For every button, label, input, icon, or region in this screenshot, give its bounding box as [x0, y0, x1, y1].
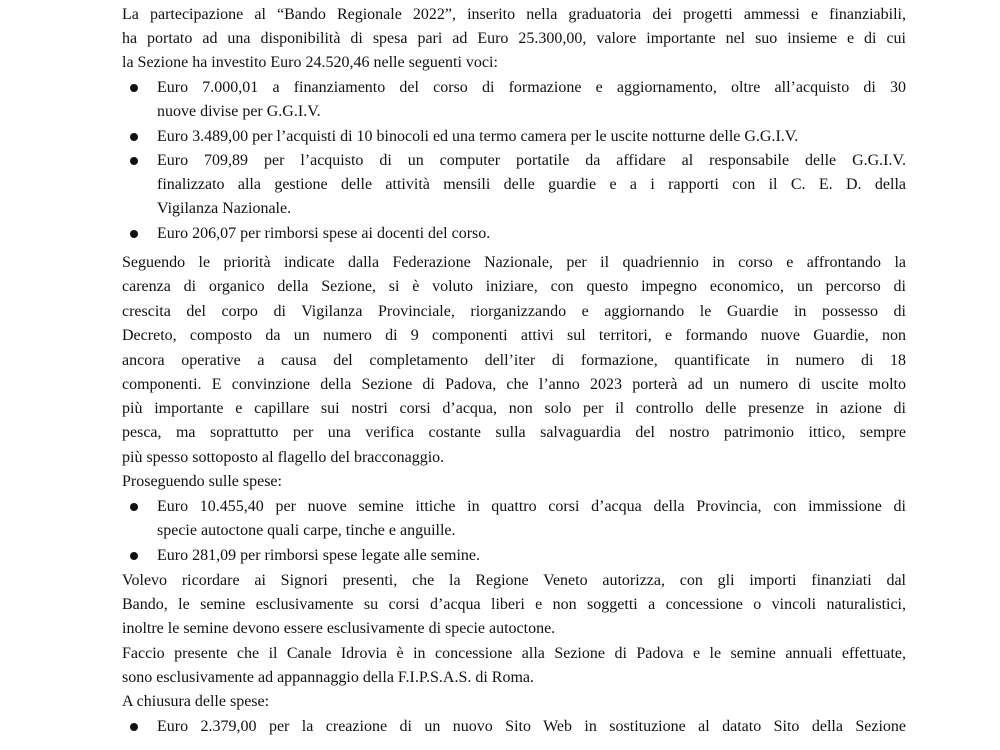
text-line: Faccio presente che il Canale Idrovia è in concessione alla Sezione di Padova e le semine annuali effettuate,	[122, 645, 906, 662]
bullet-icon	[130, 133, 138, 141]
section-heading: A chiusura delle spese:	[122, 693, 270, 710]
text-line: Seguendo le priorità indicate dalla Federazione Nazionale, per il quadriennio in corso e affrontando la	[122, 254, 906, 271]
text-line: Euro 10.455,40 per nuove semine ittiche in quattro corsi d’acqua della Provincia, con immissione di	[157, 498, 906, 515]
bullet-icon	[130, 723, 138, 731]
text-line: Vigilanza Nazionale.	[157, 200, 292, 217]
text-line: specie autoctone quali carpe, tinche e anguille.	[157, 522, 456, 539]
bullet-icon	[130, 503, 138, 511]
text-line: componenti. E convinzione della Sezione di Padova, che l’anno 2023 porterà ad un numero di uscite molto	[122, 376, 906, 393]
text-line: ancora operative a causa del completamento dell’iter di formazione, quantificate in numero di 18	[122, 352, 906, 369]
text-line: inoltre le semine devono essere esclusivamente di specie autoctone.	[122, 620, 556, 637]
section-heading: Proseguendo sulle spese:	[122, 473, 282, 490]
text-line: crescita del corpo di Vigilanza Provinciale, riorganizzando e aggiornando le Guardie in possesso di	[122, 303, 906, 320]
text-line: Decreto, composto da un numero di 9 componenti attivi sul territori, e formando nuove Guardie, non	[122, 327, 906, 344]
text-line: ha portato ad una disponibilità di spesa pari ad Euro 25.300,00, valore importante nel suo insieme e di cui	[122, 30, 906, 47]
text-line: Euro 281,09 per rimborsi spese legate alle semine.	[157, 547, 481, 564]
text-line: nuove divise per G.G.I.V.	[157, 103, 321, 120]
text-line: la Sezione ha investito Euro 24.520,46 nelle seguenti voci:	[122, 54, 498, 71]
bullet-icon	[130, 84, 138, 92]
bullet-icon	[130, 230, 138, 238]
bullet-icon	[130, 552, 138, 560]
bullet-icon	[130, 157, 138, 165]
text-line: Euro 3.489,00 per l’acquisti di 10 binocoli ed una termo camera per le uscite notturne delle G.G.I.V.	[157, 128, 799, 145]
text-line: pesca, ma soprattutto per una verifica costante sulla salvaguardia del nostro patrimonio ittico, sempre	[122, 424, 906, 441]
text-line: più importante e capillare sui nostri corsi d’acqua, non solo per il controllo delle presenze in azione di	[122, 400, 906, 417]
text-line: La partecipazione al “Bando Regionale 2022”, inserito nella graduatoria dei progetti ammessi e finanziabili,	[122, 6, 906, 23]
text-line: finalizzato alla gestione delle attività mensili delle guardie e a i rapporti con il C. E. D. della	[157, 176, 906, 193]
text-line: Euro 206,07 per rimborsi spese ai docenti del corso.	[157, 225, 491, 242]
text-line: Euro 2.379,00 per la creazione di un nuovo Sito Web in sostituzione al datato Sito della Sezione	[157, 718, 906, 735]
text-line: carenza di organico della Sezione, si è voluto iniziare, con questo impegno economico, un percorso di	[122, 278, 906, 295]
text-line: Euro 7.000,01 a finanziamento del corso di formazione e aggiornamento, oltre all’acquisto di 30	[157, 79, 906, 96]
text-line: Bando, le semine esclusivamente su corsi d’acqua liberi e non soggetti a concessione o vincoli naturalistici,	[122, 596, 906, 613]
text-line: Euro 709,89 per l’acquisto di un computer portatile da affidare al responsabile delle G.G.I.V.	[157, 152, 906, 169]
text-line: più spesso sottoposto al flagello del bracconaggio.	[122, 449, 445, 466]
text-line: Volevo ricordare ai Signori presenti, che la Regione Veneto autorizza, con gli importi finanziati dal	[122, 572, 906, 589]
text-line: sono esclusivamente ad appannaggio della F.I.P.S.A.S. di Roma.	[122, 669, 534, 686]
